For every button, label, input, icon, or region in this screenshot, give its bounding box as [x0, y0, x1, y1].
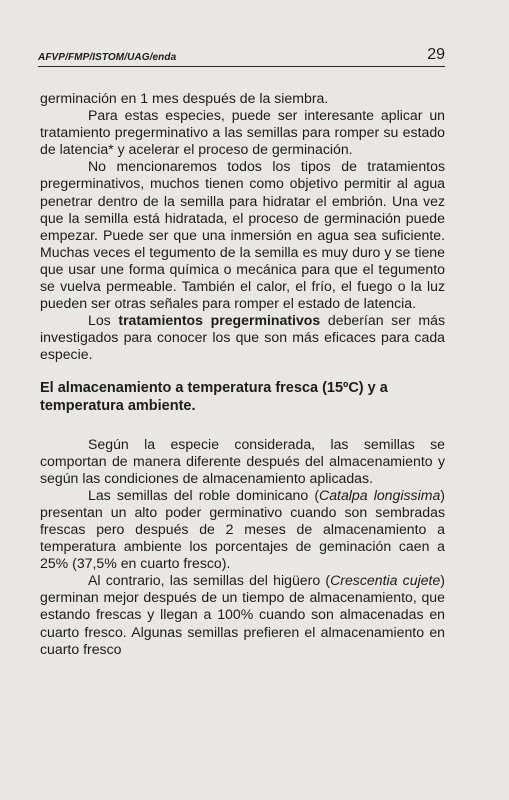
text-run: deberían ser más investigados para conocer los que son más eficaces para cada especie. — [40, 312, 446, 363]
paragraph-continuation: germinación en 1 mes después de la siembra. — [40, 90, 329, 106]
paragraph-roble — [40, 487, 445, 572]
paragraph-investigation — [40, 312, 445, 363]
bold-term: tratamientos pregerminativos — [118, 312, 321, 329]
page-header — [38, 44, 445, 67]
page-number: 29 — [427, 46, 445, 63]
text-run: Los — [88, 312, 119, 329]
text-run: ) presentan un alto poder germinativo cuando son sembradas frescas pero después de 2 meses de almacenamiento a temperatura ambiente los porcentajes de geminación caen a 25% (37,5% en cuarto fresco). — [40, 486, 445, 572]
species-name: Catalpa longissima — [319, 486, 441, 503]
page-body — [40, 90, 445, 658]
paragraph-higuero — [40, 572, 445, 657]
paragraph-pregerminative-intro: Para estas especies, puede ser interesante aplicar un tratamiento pregerminativo a las semillas para romper su estado de latencia* y acelerar el proceso de germinación. — [40, 107, 445, 158]
paragraph-treatments: No mencionaremos todos los tipos de tratamientos pregerminativos, muchos tienen como objetivo permitir al agua penetrar dentro de la semilla para hidratar el embrión. Una vez que la semilla está hidratada, el proceso de germinación puede empezar. Puede ser que una inmersión en agua sea suficiente. Muchas veces el tegumento de la semilla es muy duro y se tiene que usar une forma química o mecánica para que el tegumento se vuelva permeable. También el calor, el frío, el fuego o la luz pueden ser otras señales para romper el estado de latencia. — [40, 158, 445, 312]
paragraph-species-behavior: Según la especie considerada, las semillas se comportan de manera diferente después del almacenamiento y según las condiciones de almacenamiento aplicadas. — [40, 435, 445, 486]
text-run: Las semillas del roble dominicano ( — [88, 486, 320, 503]
section-heading: El almacenamiento a temperatura fresca (15ºC) y a temperatura ambiente. — [40, 379, 388, 414]
running-head: AFVP/FMP/ISTOM/UAG/enda — [38, 52, 177, 63]
species-name: Crescentia cujete — [330, 572, 441, 589]
text-run: ) germinan mejor después de un tiempo de almacenamiento, que estando frescas y llegan a 100% cuando son almacenadas en cuarto fresco. Algunas semillas prefieren el almacenamiento en cuarto fresco — [40, 572, 445, 657]
text-run: Al contrario, las semillas del higüero ( — [88, 572, 331, 589]
